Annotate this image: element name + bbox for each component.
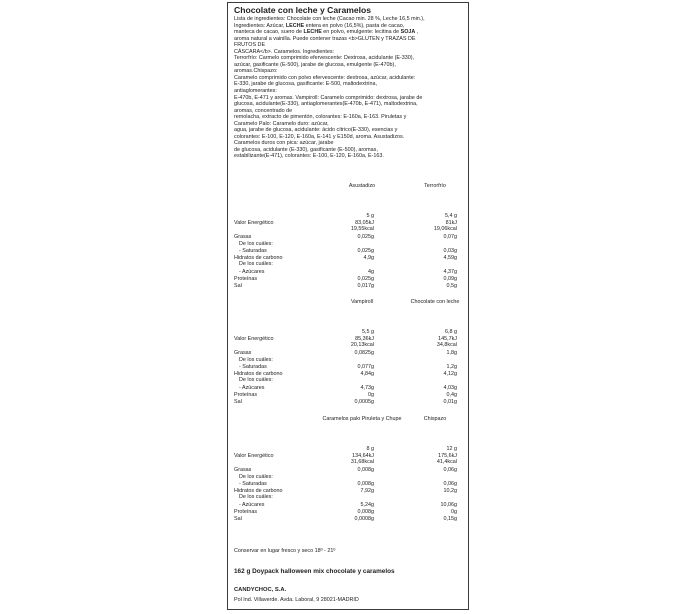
nutrition-row: [234, 516, 466, 523]
nutrient-label: De los cuáles:: [239, 357, 273, 363]
ingredients-line: estabilizante(E-471), colorantes: E-100, E-120, E-160a, E-163.: [234, 153, 384, 160]
nutrition-row: [234, 494, 466, 501]
ingredients-line: remolacha, extracto de pimentón, colorantes: E-160a, E-163. Piruletas y: [234, 114, 407, 121]
nutrition-row: [234, 241, 466, 248]
storage-instructions: Conservar en lugar fresco y seco 18º - 21º: [234, 548, 336, 554]
nutrient-value: 5,4 g: [445, 213, 457, 219]
ingredients-line: agua, jarabe de glucosa, acidulante: ácido cítrico(E-330), esencias y: [234, 127, 398, 134]
nutrient-label: Proteínas: [234, 392, 258, 398]
ingredients-line: E-470b, E-471 y aromas. Vampiroll: Caramelo comprimido: dextrosa, jarabe de: [234, 94, 423, 101]
nutrition-row: [234, 213, 466, 220]
nutrition-row: [234, 392, 466, 399]
ingredients-line: Caramelo comprimido con polvo efervescente: dextrosa, azúcar, acidulante:: [234, 74, 416, 81]
nutrition-row: [234, 357, 466, 364]
product-title: Chocolate con leche y Caramelos: [234, 5, 372, 15]
nutrition-column-header: Asustadizo: [348, 183, 376, 189]
nutrition-row: [234, 283, 466, 290]
nutrition-row: [234, 467, 466, 474]
nutrient-label: De los cuáles:: [239, 377, 273, 383]
nutrient-value: 4g: [368, 269, 374, 275]
nutrition-row: [234, 226, 466, 233]
nutrient-value: 6,8 g: [445, 329, 457, 335]
ingredients-line: Caramelo Palo: Caramelo duro: azúcar,: [234, 120, 329, 127]
nutrient-label: - Saturadas: [239, 481, 267, 487]
nutrient-value: 0,0825g: [354, 350, 374, 356]
nutrition-row: [234, 459, 466, 466]
nutrient-value: 0,01g: [443, 399, 457, 405]
nutrient-label: De los cuáles:: [239, 474, 273, 480]
nutrient-value: 81kJ: [445, 220, 457, 226]
nutrient-value: 41,4kcal: [436, 459, 457, 465]
nutrition-row: [234, 342, 466, 349]
nutrient-label: - Saturadas: [239, 248, 267, 254]
nutrient-label: Grasas: [234, 350, 252, 356]
company-name: CANDYCHOC, S.A.: [234, 587, 287, 593]
ingredients-line: Ingredientes: Azúcar, LECHE entera en polvo (16,5%), pasta de cacao,: [234, 22, 405, 29]
ingredients-line: aroma natural a vainilla. Puede contener trazas <b>GLUTEN y TRAZAS DE: [234, 35, 416, 42]
ingredients-list: [234, 16, 464, 160]
nutrient-label: - Azúcares: [239, 269, 265, 275]
nutrient-value: 0g: [368, 392, 374, 398]
nutrient-value: 5 g: [366, 213, 374, 219]
nutrient-label: Grasas: [234, 467, 252, 473]
nutrient-value: 1,2g: [446, 364, 457, 370]
nutrient-value: 0,008g: [357, 481, 374, 487]
nutrient-value: 145,7kJ: [438, 336, 457, 342]
nutrient-label: Hidratos de carbono: [234, 371, 283, 377]
nutrient-label: Hidratos de carbono: [234, 488, 283, 494]
nutrition-column-header: Chispazo: [423, 416, 447, 422]
nutrition-column-header: Vampiroll: [350, 299, 374, 305]
nutrition-row: [234, 481, 466, 488]
nutrition-row: [234, 276, 466, 283]
nutrition-row: [234, 399, 466, 406]
nutrient-value: 0,0005g: [354, 399, 374, 405]
nutrient-value: 0,077g: [357, 364, 374, 370]
nutrition-row: [234, 509, 466, 516]
nutrient-value: 12 g: [446, 446, 457, 452]
nutrition-table: [234, 299, 466, 415]
nutrient-value: 4,37g: [443, 269, 457, 275]
nutrition-table: [234, 416, 466, 532]
nutrient-value: 0,4g: [446, 392, 457, 398]
ingredients-line: CÁSCARA</b>. Caramelos. Ingredientes:: [234, 48, 335, 55]
nutrient-value: 0,15g: [443, 516, 457, 522]
nutrient-value: 10,2g: [443, 488, 457, 494]
ingredients-line: Terrorfrío: Carmelo comprimido efervescente: Dextrosa, acidulante (E-330),: [234, 55, 415, 62]
nutrient-value: 0,07g: [443, 234, 457, 240]
nutrition-row: [234, 364, 466, 371]
nutrient-value: 0,025g: [357, 276, 374, 282]
nutrition-column-header: Terrorfrío: [424, 183, 446, 189]
nutrient-label: - Azúcares: [239, 385, 265, 391]
ingredients-line: aromas, concentrado de: [234, 107, 293, 114]
nutrient-label: Hidratos de carbono: [234, 255, 283, 261]
nutrient-label: Proteínas: [234, 509, 258, 515]
ingredients-line: glucosa, acidulante(E-330), antiaglomerantes(E-470b, E-471), maltodextrina,: [234, 101, 418, 108]
nutrient-value: 4,59g: [443, 255, 457, 261]
nutrient-value: 4,03g: [443, 385, 457, 391]
nutrient-label: De los cuáles:: [239, 494, 273, 500]
nutrient-value: 0,0008g: [354, 516, 374, 522]
nutrient-value: 85,36kJ: [355, 336, 374, 342]
nutrient-value: 4,73g: [360, 385, 374, 391]
ingredients-line: antiaglomerantes:: [234, 88, 277, 95]
product-label-sheet: [227, 2, 469, 610]
nutrient-value: 0,025g: [357, 234, 374, 240]
nutrition-row: [234, 248, 466, 255]
nutrition-row: [234, 446, 466, 453]
ingredients-line: colorantes: E-100, E-120, E-160a, E-141 y E150d, aroma. Asustadizos.: [234, 133, 405, 140]
nutrition-row: [234, 234, 466, 241]
ingredients-line: de glucosa, acidulante (E-330), gasificante (E-500), aromas,: [234, 146, 378, 153]
nutrition-column-header: Chocolate con leche: [410, 299, 460, 305]
nutrient-value: 8 g: [366, 446, 374, 452]
nutrient-value: 0,008g: [357, 509, 374, 515]
nutrition-row: [234, 385, 466, 392]
nutrient-value: 4,84g: [360, 371, 374, 377]
nutrient-label: Valor Energético: [234, 220, 274, 226]
nutrition-row: [234, 329, 466, 336]
nutrient-value: 0,06g: [443, 481, 457, 487]
nutrition-table: [234, 183, 466, 299]
ingredients-line: Lista de ingredientes: Chocolate con leche (Cacao min. 28 %, Leche 16,5 min.),: [234, 16, 425, 22]
nutrient-label: De los cuáles:: [239, 261, 273, 267]
nutrient-value: 31,68kcal: [350, 459, 374, 465]
ingredients-line: E-330, jarabe de glucosa, gasificante: E-500, maltodextrina,: [234, 81, 377, 88]
nutrition-row: [234, 377, 466, 384]
nutrient-value: 1,8g: [446, 350, 457, 356]
nutrient-label: - Saturadas: [239, 364, 267, 370]
nutrition-row: [234, 269, 466, 276]
nutrient-value: 34,8kcal: [436, 342, 457, 348]
nutrient-value: 0,025g: [357, 248, 374, 254]
nutrient-label: De los cuáles:: [239, 241, 273, 247]
nutrient-value: 7,92g: [360, 488, 374, 494]
nutrient-value: 0,03g: [443, 248, 457, 254]
nutrient-value: 10,06g: [440, 502, 457, 508]
nutrient-value: 0,017g: [357, 283, 374, 289]
ingredients-line: aromas.Chispazo:: [234, 68, 278, 75]
ingredients-line: FRUTOS DE: [234, 42, 266, 49]
nutrition-row: [234, 474, 466, 481]
nutrient-value: 4,9g: [363, 255, 374, 261]
product-description: 162 g Doypack halloween mix chocolate y caramelos: [234, 568, 395, 575]
nutrition-row: [234, 261, 466, 268]
nutrient-label: Sal: [234, 399, 242, 405]
nutrition-row: [234, 502, 466, 509]
nutrient-label: - Azúcares: [239, 502, 265, 508]
nutrient-label: Sal: [234, 283, 242, 289]
nutrient-label: Sal: [234, 516, 242, 522]
ingredients-line: manteca de cacao, suero de LECHE en polvo, emulgente: lecitina de SOJA ,: [234, 29, 419, 36]
nutrient-value: 0g: [451, 509, 457, 515]
nutrient-value: 4,12g: [443, 371, 457, 377]
nutrient-value: 134,64kJ: [352, 453, 374, 459]
nutrient-value: 5,5 g: [362, 329, 374, 335]
nutrient-value: 83,05kJ: [355, 220, 374, 226]
nutrient-value: 20,13kcal: [350, 342, 374, 348]
nutrient-value: 19,06kcal: [433, 226, 457, 232]
nutrient-label: Grasas: [234, 234, 252, 240]
nutrient-label: Valor Energético: [234, 453, 274, 459]
nutrition-column-header: Caramelos palo Piruleta y Chupe: [322, 416, 402, 422]
nutrient-label: Proteínas: [234, 276, 258, 282]
nutrient-value: 19,55kcal: [350, 226, 374, 232]
company-address: Pol Ind. Villaverde. Avda. Laboral, 9 28021-MADRID: [234, 597, 359, 603]
nutrient-value: 5,24g: [360, 502, 374, 508]
nutrient-value: 0,5g: [446, 283, 457, 289]
nutrient-label: Valor Energético: [234, 336, 274, 342]
nutrient-value: 0,09g: [443, 276, 457, 282]
ingredients-line: azúcar, gasificante (E-500), jarabe de glucosa, emulgente (E-470b),: [234, 61, 396, 68]
nutrient-value: 175,6kJ: [438, 453, 457, 459]
nutrient-value: 0,06g: [443, 467, 457, 473]
nutrition-row: [234, 350, 466, 357]
ingredients-line: Caramelos duros con pica: azúcar, jarabe: [234, 140, 334, 147]
nutrient-value: 0,008g: [357, 467, 374, 473]
